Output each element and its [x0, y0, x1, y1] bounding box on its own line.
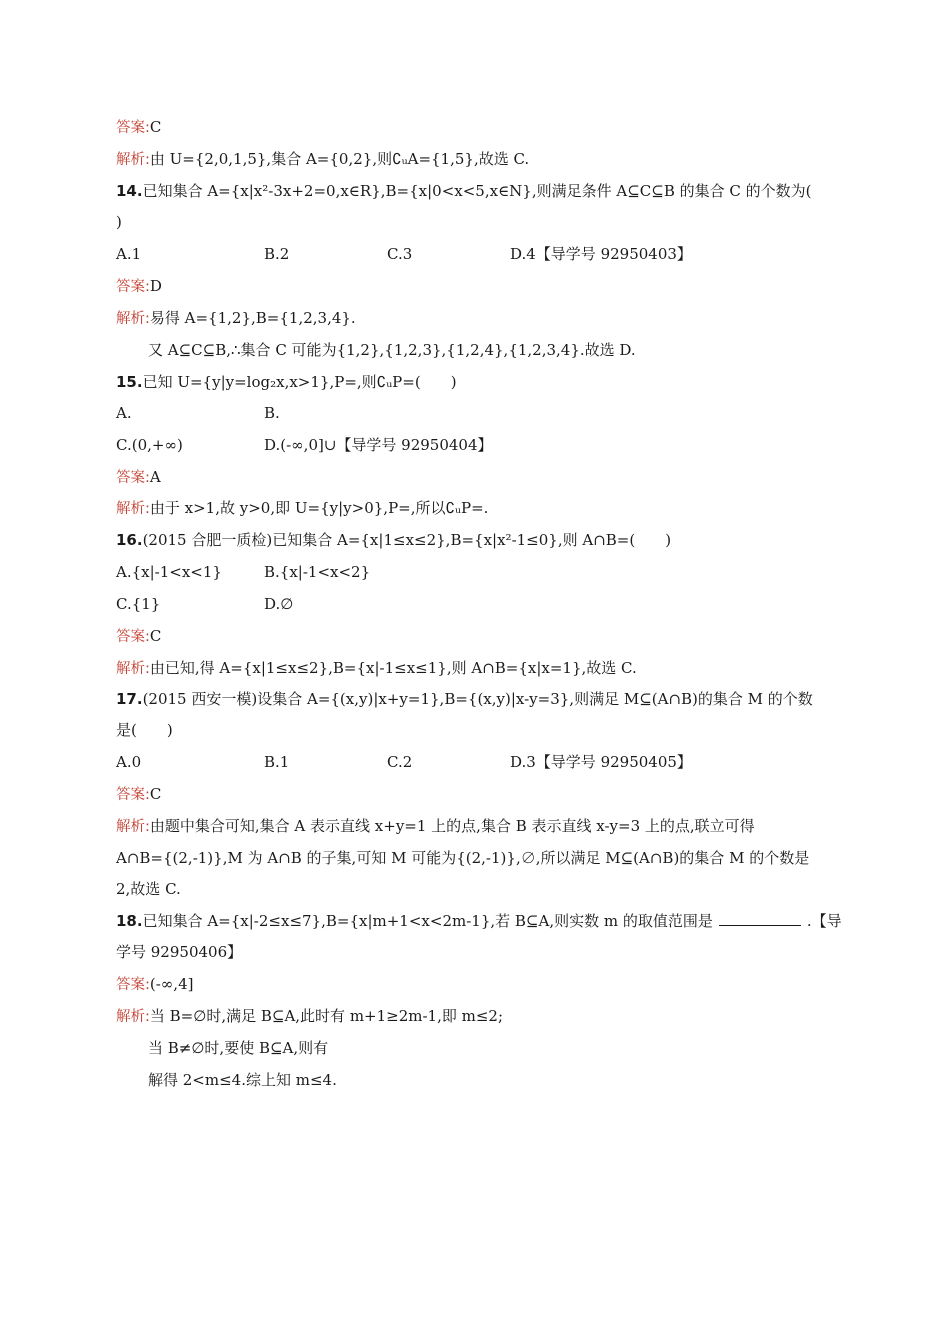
- q14-answer: D: [149, 277, 162, 295]
- q17-analysis-line-1: [116, 816, 755, 837]
- answer-label: 答案:: [116, 977, 150, 993]
- q18-stem-1b: .【导: [806, 912, 842, 930]
- answer-label: 答案:: [116, 279, 150, 295]
- q17-number: 17.: [116, 690, 143, 708]
- q17-analysis-1: 由题中集合可知,集合 A 表示直线 x+y=1 上的点,集合 B 表示直线 x-y=3 上的点,联立可得: [149, 817, 755, 835]
- q17-option-b: B.1: [264, 753, 290, 771]
- q14-number: 14.: [116, 182, 143, 200]
- q14-option-c: C.3: [387, 245, 413, 263]
- q18-stem-1a: 已知集合 A={x|-2≤x≤7},B={x|m+1<x<2m-1},若 B⊆A,则实数 m 的取值范围是: [142, 912, 713, 930]
- q15-analysis-line: [116, 498, 488, 519]
- q14-analysis-1: 易得 A={1,2},B={1,2,3,4}.: [149, 309, 356, 327]
- q16-option-d: D.∅: [264, 595, 294, 613]
- q14-analysis-line-2: 又 A⊆C⊆B,∴集合 C 可能为{1,2},{1,2,3},{1,2,4},{1,2,3,4}.故选 D.: [148, 341, 636, 359]
- q17-analysis-line-3: 2,故选 C.: [116, 880, 181, 898]
- q17-answer: C: [149, 785, 162, 803]
- q17-option-d: D.3【导学号 92950405】: [510, 753, 692, 771]
- q17-answer-line: [116, 784, 161, 805]
- q14-analysis-line-1: [116, 308, 356, 329]
- q16-option-c: C.{1}: [116, 595, 161, 613]
- analysis-label: 解析:: [116, 1009, 150, 1025]
- q15-stem-line: [116, 372, 457, 392]
- q15-option-d: D.(-∞,0]∪【导学号 92950404】: [264, 436, 493, 454]
- q15-stem: 已知 U={y|y=log₂x,x>1},P=,则∁ᵤP=( ): [142, 373, 457, 391]
- q16-answer-line: [116, 626, 161, 647]
- analysis-label: 解析:: [116, 311, 150, 327]
- q13-answer-line: [116, 117, 161, 138]
- q17-stem-1: (2015 西安一模)设集合 A={(x,y)|x+y=1},B={(x,y)|x-y=3},则满足 M⊆(A∩B)的集合 M 的个数: [142, 690, 813, 708]
- q16-answer: C: [149, 627, 162, 645]
- q18-answer-line: [116, 974, 193, 995]
- q15-answer-line: [116, 467, 161, 488]
- q18-answer: (-∞,4]: [149, 975, 194, 993]
- q16-analysis: 由已知,得 A={x|1≤x≤2},B={x|-1≤x≤1},则 A∩B={x|x=1},故选 C.: [149, 659, 637, 677]
- answer-label: 答案:: [116, 470, 150, 486]
- q17-option-c: C.2: [387, 753, 413, 771]
- q16-option-b: B.{x|-1<x<2}: [264, 563, 371, 581]
- q15-analysis: 由于 x>1,故 y>0,即 U={y|y>0},P=,所以∁ᵤP=.: [149, 499, 489, 517]
- q15-answer: A: [149, 468, 161, 486]
- q14-stem-line-1: [116, 181, 811, 201]
- q17-analysis-line-2: A∩B={(2,-1)},M 为 A∩B 的子集,可知 M 可能为{(2,-1)},∅,所以满足 M⊆(A∩B)的集合 M 的个数是: [116, 849, 810, 867]
- q14-stem-2: ): [116, 213, 122, 231]
- q16-number: 16.: [116, 531, 143, 549]
- q14-answer-line: [116, 276, 162, 297]
- q15-option-b: B.: [264, 404, 280, 422]
- q17-stem-line-2: 是( ): [116, 721, 173, 739]
- q14-option-d: D.4【导学号 92950403】: [510, 245, 692, 263]
- analysis-label: 解析:: [116, 501, 150, 517]
- q13-analysis: 由 U={2,0,1,5},集合 A={0,2},则∁ᵤA={1,5},故选 C.: [149, 150, 530, 168]
- q18-analysis-line-2: 当 B≠∅时,要使 B⊆A,则有: [148, 1039, 329, 1057]
- q15-option-a: A.: [116, 404, 132, 422]
- answer-label: 答案:: [116, 629, 150, 645]
- q13-analysis-line: [116, 149, 529, 170]
- q13-answer: C: [149, 118, 162, 136]
- q15-option-c: C.(0,+∞): [116, 436, 183, 454]
- q17-stem-line-1: [116, 689, 813, 709]
- q14-stem-1: 已知集合 A={x|x²-3x+2=0,x∈R},B={x|0<x<5,x∈N},则满足条件 A⊆C⊆B 的集合 C 的个数为(: [142, 182, 812, 200]
- q14-option-b: B.2: [264, 245, 290, 263]
- answer-label: 答案:: [116, 120, 150, 136]
- q15-number: 15.: [116, 373, 143, 391]
- q14-option-a: A.1: [116, 245, 142, 263]
- q16-option-a: A.{x|-1<x<1}: [116, 563, 222, 581]
- analysis-label: 解析:: [116, 819, 150, 835]
- q18-analysis-line-3: 解得 2<m≤4.综上知 m≤4.: [148, 1071, 337, 1089]
- q18-stem-line-2: 学号 92950406】: [116, 943, 243, 961]
- analysis-label: 解析:: [116, 152, 150, 168]
- q18-analysis-1: 当 B=∅时,满足 B⊆A,此时有 m+1≥2m-1,即 m≤2;: [149, 1007, 504, 1025]
- answer-blank: [719, 911, 801, 926]
- q16-stem-line: [116, 530, 671, 550]
- q14-stem-line-2: [116, 212, 122, 232]
- q18-number: 18.: [116, 912, 143, 930]
- q18-stem-line-1: [116, 911, 842, 931]
- answer-label: 答案:: [116, 787, 150, 803]
- analysis-label: 解析:: [116, 661, 150, 677]
- q16-stem: (2015 合肥一质检)已知集合 A={x|1≤x≤2},B={x|x²-1≤0},则 A∩B=( ): [142, 531, 672, 549]
- q17-option-a: A.0: [116, 753, 142, 771]
- q16-analysis-line: [116, 658, 637, 679]
- q18-analysis-line-1: [116, 1006, 503, 1027]
